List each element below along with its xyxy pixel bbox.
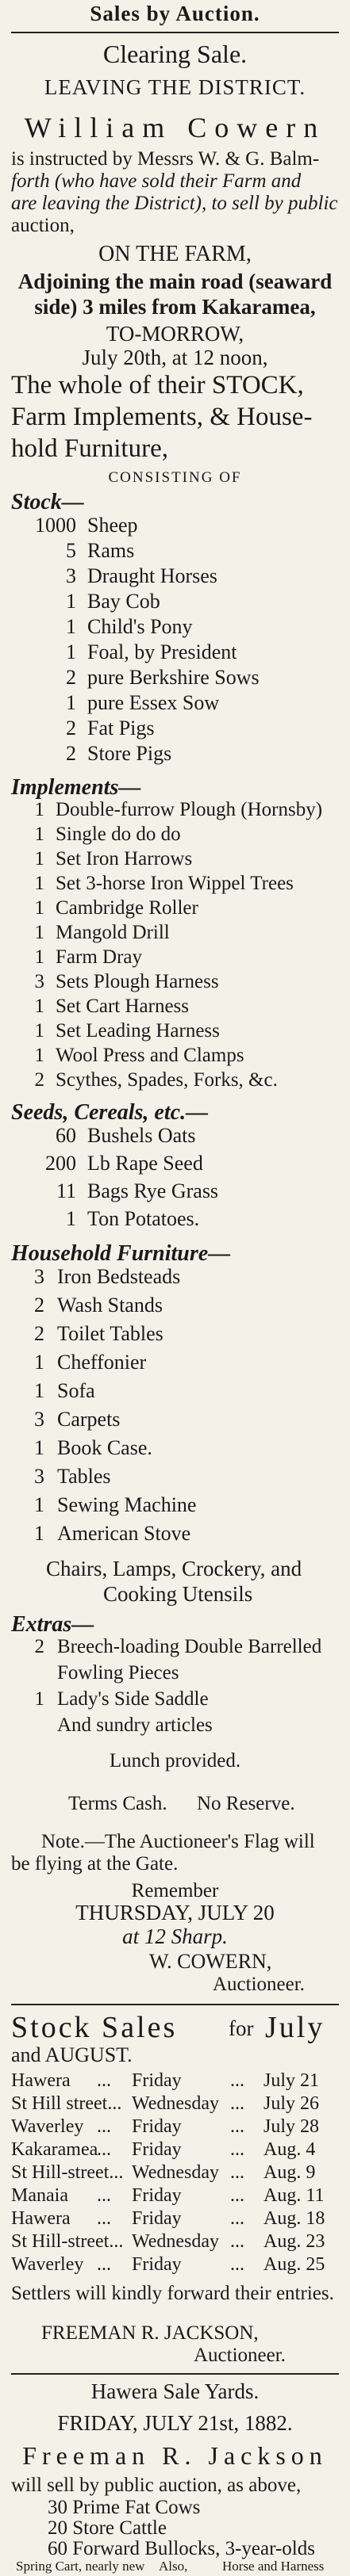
item-quantity: 2 bbox=[66, 717, 76, 740]
item-description: Toilet Tables bbox=[57, 1322, 163, 1345]
yards-title: Hawera Sale Yards. bbox=[90, 2379, 260, 2403]
item-quantity: 1 bbox=[66, 615, 76, 638]
item-description: pure Berkshire Sows bbox=[87, 666, 260, 689]
item-quantity: 1 bbox=[66, 640, 76, 663]
implements-heading: Implements— bbox=[11, 775, 141, 800]
sale-time: at 12 Sharp. bbox=[122, 1924, 228, 1948]
auctioneer-name: William Cowern bbox=[24, 112, 326, 143]
item-description: Store Pigs bbox=[87, 742, 172, 765]
location-line: side) 3 miles from Kakaramea, bbox=[34, 295, 316, 319]
item-quantity: 1 bbox=[34, 1045, 44, 1066]
item-quantity: 2 bbox=[34, 1636, 44, 1657]
ad-subtitle: LEAVING THE DISTRICT. bbox=[44, 75, 306, 99]
item-description: Sofa bbox=[57, 1379, 95, 1402]
item-description: Tables bbox=[57, 1465, 111, 1488]
extra-line: Horse and Harness bbox=[222, 2559, 325, 2574]
item-quantity: 1 bbox=[34, 1379, 44, 1402]
item-quantity: 3 bbox=[34, 1408, 44, 1431]
headline-line: Farm Implements, & House- bbox=[11, 403, 313, 431]
furniture-tail: Cooking Utensils bbox=[103, 1582, 253, 1606]
item-quantity: 1 bbox=[34, 873, 44, 894]
schedule-leader: ... bbox=[230, 2162, 244, 2183]
schedule-leader: ... bbox=[230, 2116, 244, 2137]
item-description: Set Cart Harness bbox=[56, 996, 190, 1017]
schedule-day: Wednesday bbox=[132, 2231, 220, 2252]
schedule-place: Kakaramea bbox=[11, 2139, 98, 2160]
item-description: Mangold Drill bbox=[56, 922, 170, 943]
divider bbox=[11, 32, 339, 33]
schedule-leader: ... bbox=[97, 2185, 111, 2206]
lot-line: 30 Prime Fat Cows bbox=[48, 2497, 201, 2518]
schedule-leader: ... bbox=[230, 2208, 244, 2229]
item-quantity: 3 bbox=[34, 971, 44, 992]
item-quantity: 3 bbox=[34, 1265, 44, 1288]
lot-line: 60 Forward Bullocks, 3-year-olds bbox=[48, 2538, 315, 2559]
schedule-date: Aug. 4 bbox=[263, 2139, 316, 2160]
intro-line: is instructed by Messrs W. & G. Balm- bbox=[11, 148, 320, 170]
stock-sales-title: Stock Sales bbox=[11, 2011, 178, 2044]
location-line: Adjoining the main road (seaward bbox=[17, 269, 333, 293]
schedule-place: Waverley bbox=[11, 2254, 84, 2275]
schedule-leader: ... bbox=[230, 2070, 244, 2091]
extras-heading: Extras— bbox=[11, 1612, 94, 1637]
when-line: July 20th, at 12 noon, bbox=[82, 346, 268, 369]
item-description: Iron Bedsteads bbox=[57, 1265, 181, 1288]
schedule-date: July 21 bbox=[263, 2070, 320, 2091]
item-quantity: 2 bbox=[66, 666, 76, 689]
schedule-date: Aug. 23 bbox=[263, 2231, 325, 2252]
schedule-day: Friday bbox=[132, 2185, 182, 2206]
item-quantity: 1 bbox=[34, 922, 44, 943]
item-description: Carpets bbox=[57, 1408, 121, 1431]
stock-sales-title-month: July bbox=[265, 2011, 325, 2044]
item-description: Wash Stands bbox=[57, 1294, 163, 1317]
signature-name: FREEMAN R. JACKSON, bbox=[41, 2322, 259, 2344]
schedule-leader: ... bbox=[230, 2231, 244, 2252]
schedule-place: Manaia bbox=[11, 2185, 68, 2206]
item-description: And sundry articles bbox=[57, 1714, 213, 1736]
furniture-heading: Household Furniture— bbox=[11, 1241, 231, 1266]
intro-line: auction, bbox=[11, 215, 75, 236]
item-quantity: 1 bbox=[34, 1522, 44, 1545]
item-quantity: 1 bbox=[34, 848, 44, 869]
stock-heading: Stock— bbox=[11, 490, 84, 514]
schedule-leader: ... bbox=[230, 2139, 244, 2160]
lot-line: 20 Store Cattle bbox=[48, 2517, 167, 2539]
item-quantity: 1 bbox=[34, 1436, 44, 1459]
item-description: Fat Pigs bbox=[87, 717, 155, 740]
settlers-note: Settlers will kindly forward their entries. bbox=[11, 2283, 334, 2304]
item-quantity: 5 bbox=[66, 539, 76, 562]
item-quantity: 1 bbox=[34, 1493, 44, 1516]
item-quantity: 1 bbox=[34, 996, 44, 1017]
item-quantity: 60 bbox=[56, 1124, 76, 1147]
item-description: Child's Pony bbox=[87, 615, 193, 638]
divider bbox=[11, 2373, 339, 2375]
schedule-leader: ... bbox=[230, 2093, 244, 2114]
schedule-place: Hawera bbox=[11, 2070, 71, 2091]
furniture-tail: Chairs, Lamps, Crockery, and bbox=[46, 1557, 302, 1580]
schedule-leader: ... bbox=[230, 2185, 244, 2206]
seeds-heading: Seeds, Cereals, etc.— bbox=[11, 1100, 209, 1125]
reserve: No Reserve. bbox=[197, 1793, 295, 1814]
item-description: Lb Rape Seed bbox=[87, 1152, 203, 1175]
item-description: Set Leading Harness bbox=[56, 1020, 220, 1041]
schedule-date: Aug. 9 bbox=[263, 2162, 316, 2183]
signature-title: Auctioneer. bbox=[213, 1974, 305, 1995]
extra-line: Spring Cart, nearly new bbox=[16, 2559, 145, 2574]
consisting-of: CONSISTING OF bbox=[108, 469, 242, 486]
item-description: Lady's Side Saddle bbox=[57, 1688, 209, 1710]
item-quantity: 1 bbox=[34, 824, 44, 845]
schedule-leader: ... bbox=[97, 2254, 111, 2275]
schedule-leader: ... bbox=[97, 2208, 111, 2229]
stock-sales-subtitle: and AUGUST. bbox=[11, 2043, 133, 2066]
schedule-place: St Hill street... bbox=[11, 2093, 122, 2114]
item-description: Set 3-horse Iron Wippel Trees bbox=[56, 873, 294, 894]
schedule-leader: ... bbox=[97, 2116, 111, 2137]
remember: Remember bbox=[131, 1880, 219, 1901]
item-quantity: 11 bbox=[56, 1179, 76, 1202]
item-quantity: 3 bbox=[34, 1465, 44, 1488]
item-description: Draught Horses bbox=[87, 564, 217, 587]
item-description: Single do do do bbox=[56, 824, 181, 845]
auctioneer-name: Freeman R. Jackson bbox=[22, 2441, 328, 2470]
schedule-day: Friday bbox=[132, 2070, 182, 2091]
item-quantity: 200 bbox=[45, 1152, 76, 1175]
item-quantity: 2 bbox=[34, 1322, 44, 1345]
when-line: TO-MORROW, bbox=[106, 322, 244, 346]
item-description: Bags Rye Grass bbox=[87, 1179, 219, 1202]
item-description: Sewing Machine bbox=[57, 1493, 197, 1516]
item-quantity: 1000 bbox=[35, 514, 76, 537]
schedule-day: Friday bbox=[132, 2254, 182, 2275]
item-description: Set Iron Harrows bbox=[56, 848, 193, 869]
schedule-place: Hawera bbox=[11, 2208, 71, 2229]
note-line: Note.—The Auctioneer's Flag will bbox=[41, 1831, 315, 1852]
terms: Terms Cash. bbox=[68, 1793, 167, 1814]
item-quantity: 1 bbox=[34, 1020, 44, 1041]
item-quantity: 1 bbox=[34, 799, 44, 820]
sale-date: THURSDAY, JULY 20 bbox=[75, 1901, 275, 1924]
item-description: Cambridge Roller bbox=[56, 897, 198, 919]
item-description: Ton Potatoes. bbox=[87, 1207, 200, 1230]
intro-line: forth (who have sold their Farm and bbox=[11, 170, 302, 192]
stock-sales-title-for: for bbox=[229, 2016, 254, 2040]
item-description: Cheffonier bbox=[57, 1351, 147, 1374]
item-description: pure Essex Sow bbox=[87, 691, 220, 714]
item-description: Wool Press and Clamps bbox=[56, 1045, 244, 1066]
schedule-leader: ... bbox=[97, 2139, 111, 2160]
schedule-date: July 28 bbox=[263, 2116, 320, 2137]
schedule-day: Friday bbox=[132, 2116, 182, 2137]
signature-title: Auctioneer. bbox=[194, 2345, 286, 2366]
schedule-day: Wednesday bbox=[132, 2093, 220, 2114]
schedule-day: Wednesday bbox=[132, 2162, 220, 2183]
schedule-leader: ... bbox=[230, 2254, 244, 2275]
item-quantity: 1 bbox=[66, 691, 76, 714]
schedule-place: St Hill-street... bbox=[11, 2231, 124, 2252]
schedule-place: Waverley bbox=[11, 2116, 84, 2137]
item-description: Scythes, Spades, Forks, &c. bbox=[56, 1069, 278, 1091]
schedule-day: Friday bbox=[132, 2139, 182, 2160]
item-description: Sheep bbox=[87, 514, 138, 537]
item-description: Fowling Pieces bbox=[57, 1662, 179, 1684]
schedule-day: Friday bbox=[132, 2208, 182, 2229]
item-quantity: 1 bbox=[66, 590, 76, 613]
schedule-place: St Hill-street... bbox=[11, 2162, 124, 2183]
item-quantity: 2 bbox=[66, 742, 76, 765]
item-description: Double-furrow Plough (Hornsby) bbox=[56, 799, 323, 820]
schedule-date: Aug. 11 bbox=[263, 2185, 325, 2206]
item-quantity: 2 bbox=[34, 1294, 44, 1317]
item-quantity: 1 bbox=[34, 1351, 44, 1374]
item-quantity: 3 bbox=[66, 564, 76, 587]
also-label: Also, bbox=[159, 2559, 188, 2574]
item-quantity: 1 bbox=[66, 1207, 76, 1230]
item-description: American Stove bbox=[57, 1522, 191, 1545]
headline-line: The whole of their STOCK, bbox=[11, 371, 304, 399]
divider bbox=[11, 2004, 339, 2005]
schedule-date: Aug. 18 bbox=[263, 2208, 325, 2229]
item-quantity: 2 bbox=[34, 1069, 44, 1091]
section-title: Sales by Auction. bbox=[90, 2, 260, 25]
on-farm: ON THE FARM, bbox=[98, 242, 252, 266]
yards-intro: will sell by public auction, as above, bbox=[11, 2475, 302, 2496]
headline-line: hold Furniture, bbox=[11, 434, 168, 463]
item-description: Bushels Oats bbox=[87, 1124, 196, 1147]
note-line: be flying at the Gate. bbox=[11, 1853, 179, 1875]
schedule-date: Aug. 25 bbox=[263, 2254, 325, 2275]
item-quantity: 1 bbox=[34, 897, 44, 919]
item-description: Book Case. bbox=[57, 1436, 152, 1459]
item-description: Bay Cob bbox=[87, 590, 160, 613]
schedule-leader: ... bbox=[97, 2070, 111, 2091]
signature-name: W. COWERN, bbox=[149, 1950, 272, 1973]
yards-date: FRIDAY, JULY 21st, 1882. bbox=[57, 2411, 293, 2435]
item-quantity: 1 bbox=[34, 946, 44, 968]
item-description: Breech-loading Double Barrelled bbox=[57, 1636, 322, 1657]
item-description: Rams bbox=[87, 539, 135, 562]
item-description: Farm Dray bbox=[56, 946, 142, 968]
item-description: Foal, by President bbox=[87, 640, 237, 663]
item-description: Sets Plough Harness bbox=[56, 971, 219, 992]
schedule-date: July 26 bbox=[263, 2093, 320, 2114]
lunch-note: Lunch provided. bbox=[109, 1750, 241, 1771]
item-quantity: 1 bbox=[34, 1688, 44, 1710]
intro-line: are leaving the District), to sell by public bbox=[11, 193, 338, 214]
ad-title: Clearing Sale. bbox=[102, 40, 248, 68]
